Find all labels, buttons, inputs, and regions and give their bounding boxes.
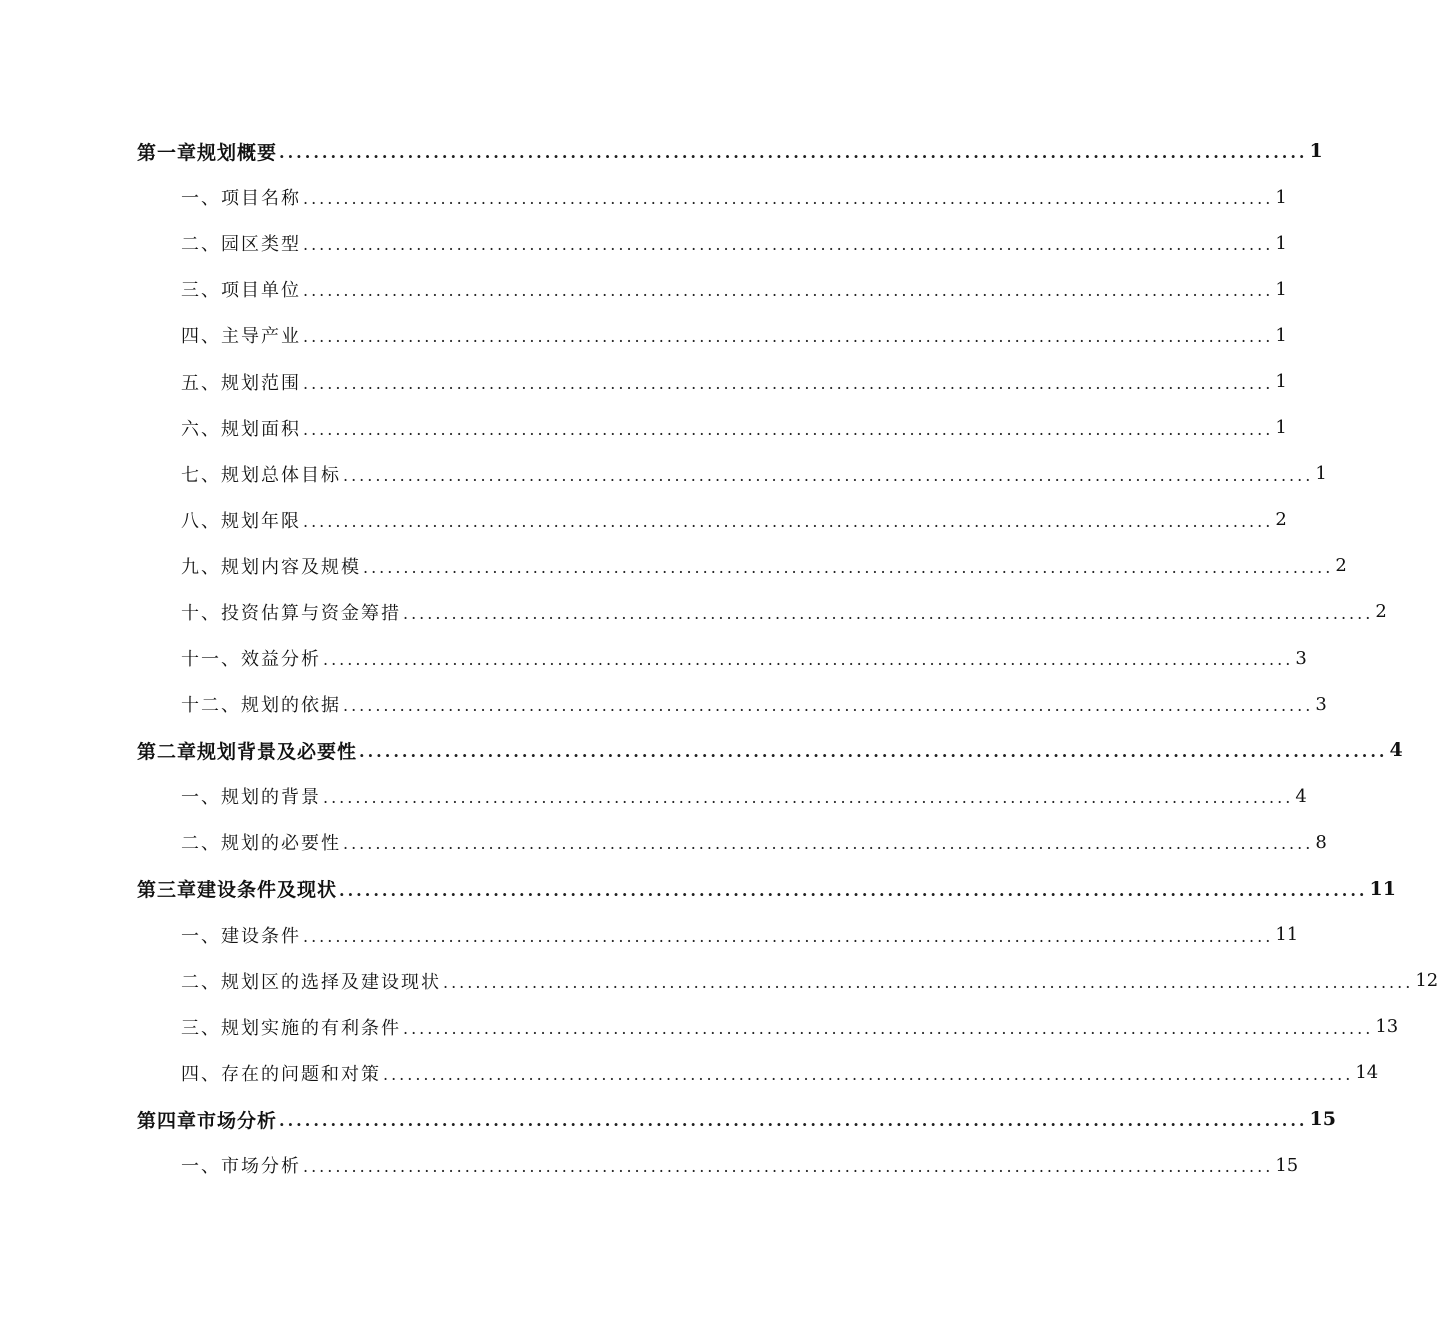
toc-section-row[interactable]	[0, 958, 1438, 1004]
toc-chapter-row[interactable]	[0, 866, 1396, 912]
toc-dot-leader: ........................................................................................................................	[303, 511, 1274, 531]
toc-entry-number: 四、	[181, 1063, 221, 1085]
toc-dot-leader: ........................................................................................................................	[359, 742, 1388, 762]
toc-dot-leader: ........................................................................................................................	[383, 1064, 1354, 1084]
toc-dot-leader: ........................................................................................................................	[303, 189, 1274, 209]
toc-entry-title: 项目名称	[221, 188, 301, 210]
toc-section-row[interactable]	[0, 312, 1287, 358]
toc-entry-title: 规划的背景	[221, 787, 321, 809]
toc-dot-leader: ........................................................................................................................	[303, 327, 1274, 347]
toc-section-row[interactable]	[0, 451, 1327, 497]
toc-entry-title: 园区类型	[221, 234, 301, 256]
toc-entry-title: 规划年限	[221, 510, 301, 532]
toc-section-row[interactable]	[0, 635, 1307, 681]
toc-page-number: 3	[1315, 693, 1327, 715]
toc-entry-number: 第一章	[137, 141, 198, 164]
toc-entry-number: 四、	[181, 326, 221, 348]
toc-page-number: 13	[1375, 1016, 1399, 1038]
toc-entry-title: 主导产业	[221, 326, 301, 348]
toc-entry-title: 规划面积	[221, 418, 301, 440]
toc-dot-leader: ........................................................................................................................	[403, 1018, 1374, 1038]
toc-page-number: 4	[1295, 785, 1307, 807]
toc-dot-leader: ........................................................................................................................	[279, 1111, 1308, 1131]
toc-dot-leader: ........................................................................................................................	[303, 926, 1274, 946]
toc-page-number: 15	[1275, 1154, 1299, 1176]
toc-page-number: 1	[1275, 324, 1287, 346]
toc-entry-number: 五、	[181, 372, 221, 394]
toc-entry-number: 二、	[181, 234, 221, 256]
toc-page-number: 1	[1315, 463, 1327, 485]
toc-dot-leader: ........................................................................................................................	[343, 834, 1314, 854]
toc-dot-leader: ........................................................................................................................	[323, 788, 1294, 808]
toc-section-row[interactable]	[0, 681, 1327, 727]
toc-entry-title: 效益分析	[241, 649, 321, 671]
toc-page-number: 15	[1309, 1108, 1336, 1131]
toc-page-number: 14	[1355, 1062, 1379, 1084]
toc-entry-title: 规划背景及必要性	[197, 740, 358, 763]
toc-entry-number: 九、	[181, 556, 221, 578]
toc-page-number: 3	[1295, 647, 1307, 669]
toc-section-row[interactable]	[0, 1050, 1379, 1096]
toc-page-number: 11	[1275, 924, 1299, 946]
toc-dot-leader: ........................................................................................................................	[403, 603, 1374, 623]
toc-dot-leader: ........................................................................................................................	[343, 465, 1314, 485]
toc-entry-number: 八、	[181, 510, 221, 532]
toc-entry-title: 规划概要	[197, 141, 278, 164]
toc-chapter-row[interactable]	[0, 128, 1323, 174]
toc-chapter-row[interactable]	[0, 1096, 1336, 1142]
toc-section-row[interactable]	[0, 1142, 1299, 1188]
toc-section-row[interactable]	[0, 266, 1287, 312]
toc-section-row[interactable]	[0, 819, 1327, 865]
toc-entry-title: 规划实施的有利条件	[221, 1017, 401, 1039]
toc-entry-number: 一、	[181, 925, 221, 947]
toc-entry-number: 六、	[181, 418, 221, 440]
toc-dot-leader: ........................................................................................................................	[279, 143, 1308, 163]
toc-entry-number: 二、	[181, 833, 221, 855]
toc-section-row[interactable]	[0, 1004, 1399, 1050]
toc-entry-number: 十、	[181, 602, 221, 624]
toc-entry-number: 一、	[181, 787, 221, 809]
toc-page-number: 1	[1275, 232, 1287, 254]
toc-entry-number: 十二、	[181, 695, 241, 717]
toc-entry-number: 七、	[181, 464, 221, 486]
toc-section-row[interactable]	[0, 589, 1387, 635]
toc-entry-number: 二、	[181, 971, 221, 993]
toc-section-row[interactable]	[0, 497, 1287, 543]
toc-page-number: 1	[1275, 278, 1287, 300]
toc-page-number: 2	[1275, 509, 1287, 531]
toc-dot-leader: ........................................................................................................................	[303, 419, 1274, 439]
toc-entry-title: 建设条件	[221, 925, 301, 947]
toc-dot-leader: ........................................................................................................................	[343, 696, 1314, 716]
toc-entry-number: 第三章	[137, 879, 198, 902]
toc-entry-title: 规划的必要性	[221, 833, 341, 855]
toc-entry-number: 十一、	[181, 649, 241, 671]
toc-chapter-row[interactable]	[0, 727, 1403, 773]
toc-page-number: 8	[1315, 831, 1327, 853]
toc-entry-title: 规划的依据	[241, 695, 341, 717]
toc-dot-leader: ........................................................................................................................	[323, 650, 1294, 670]
toc-page-number: 2	[1335, 555, 1347, 577]
toc-entry-number: 第四章	[137, 1109, 198, 1132]
toc-dot-leader: ........................................................................................................................	[303, 1157, 1274, 1177]
toc-page-number: 12	[1415, 970, 1438, 992]
toc-entry-title: 规划范围	[221, 372, 301, 394]
toc-entry-title: 投资估算与资金筹措	[221, 602, 401, 624]
toc-page-number: 11	[1369, 877, 1396, 900]
toc-dot-leader: ........................................................................................................................	[303, 281, 1274, 301]
toc-page-number: 4	[1389, 739, 1403, 762]
toc-entry-title: 规划总体目标	[221, 464, 341, 486]
toc-entry-number: 三、	[181, 1017, 221, 1039]
table-of-contents	[0, 128, 1438, 1188]
toc-page-number: 1	[1275, 371, 1287, 393]
toc-page-number: 2	[1375, 601, 1387, 623]
toc-entry-number: 一、	[181, 188, 221, 210]
toc-dot-leader: ........................................................................................................................	[303, 373, 1274, 393]
toc-entry-number: 一、	[181, 1156, 221, 1178]
toc-dot-leader: ........................................................................................................................	[443, 972, 1414, 992]
toc-entry-title: 存在的问题和对策	[221, 1063, 381, 1085]
toc-page-number: 1	[1275, 417, 1287, 439]
toc-page-number: 1	[1309, 140, 1323, 163]
toc-dot-leader: ........................................................................................................................	[339, 880, 1368, 900]
toc-entry-number: 第二章	[137, 740, 198, 763]
toc-entry-title: 市场分析	[197, 1109, 278, 1132]
toc-entry-number: 三、	[181, 280, 221, 302]
toc-entry-title: 规划内容及规模	[221, 556, 361, 578]
toc-section-row[interactable]	[0, 773, 1307, 819]
toc-section-row[interactable]	[0, 912, 1299, 958]
toc-page-number: 1	[1275, 186, 1287, 208]
toc-entry-title: 项目单位	[221, 280, 301, 302]
toc-section-row[interactable]	[0, 174, 1287, 220]
toc-section-row[interactable]	[0, 358, 1287, 404]
toc-section-row[interactable]	[0, 220, 1287, 266]
toc-section-row[interactable]	[0, 543, 1347, 589]
toc-dot-leader: ........................................................................................................................	[363, 557, 1334, 577]
toc-entry-title: 规划区的选择及建设现状	[221, 971, 441, 993]
toc-section-row[interactable]	[0, 405, 1287, 451]
toc-entry-title: 市场分析	[221, 1156, 301, 1178]
toc-dot-leader: ........................................................................................................................	[303, 235, 1274, 255]
toc-entry-title: 建设条件及现状	[197, 879, 338, 902]
